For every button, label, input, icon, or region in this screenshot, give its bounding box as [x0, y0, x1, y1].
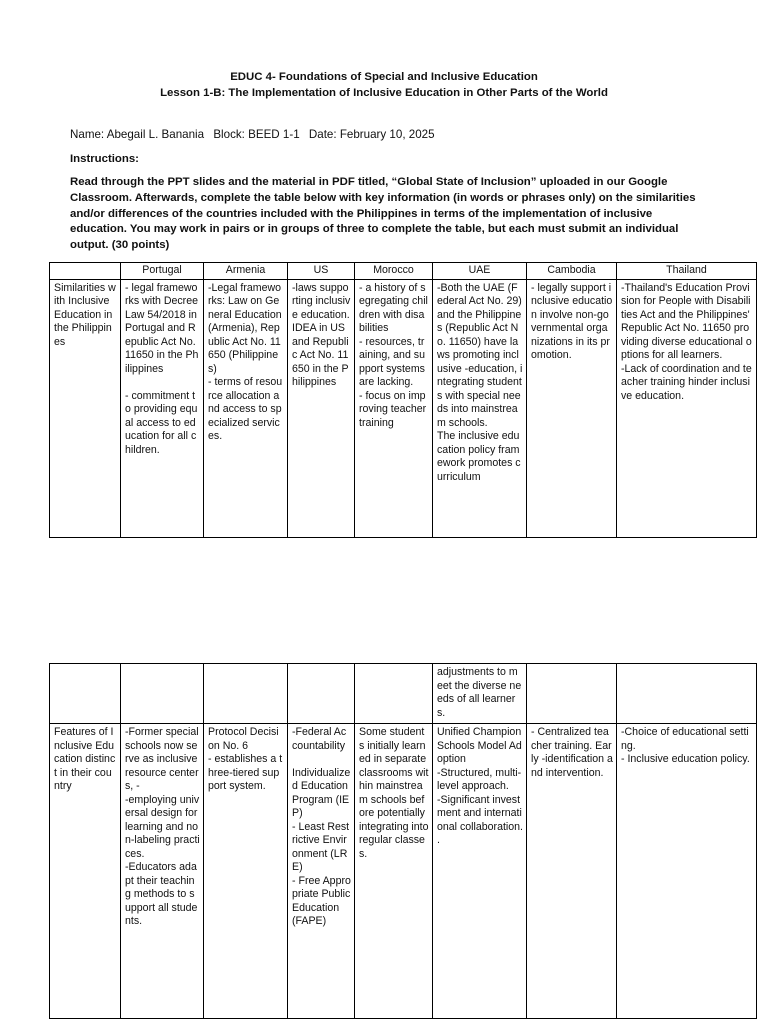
submission-date: Date: February 10, 2025	[308, 128, 435, 141]
table-cell: -laws supporting inclusive education. IDEA in US and Republic Act No. 11650 in the Philippines	[288, 279, 355, 537]
header-cell-thailand: Thailand	[617, 263, 757, 280]
comparison-table-continued	[49, 663, 757, 1019]
header-cell-us: US	[288, 263, 355, 280]
comparison-table	[49, 262, 757, 538]
table-cell: -Legal frameworks: Law on General Education (Armenia), Republic Act No. 11650 (Philippines) - terms of resource allocation and access to specialized services.	[204, 279, 288, 537]
table-cell	[204, 664, 288, 724]
table-cell: Unified Champion Schools Model Adoption -Structured, multi-level approach. -Significant investment and international collaboration. .	[433, 724, 527, 1019]
table-row-features	[50, 724, 757, 1019]
student-block: Block: BEED 1-1	[213, 128, 300, 141]
row-label-cell: Similarities with Inclusive Education in the Philippines	[50, 279, 121, 537]
table-cell: -Both the UAE (Federal Act No. 29) and the Philippines (Republic Act No. 11650) have laws promoting inclusive -education, integrating students with special needs into mainstream schools. The inclusive education policy framework promotes curriculum	[433, 279, 527, 537]
header-cell	[50, 263, 121, 280]
header-cell-cambodia: Cambodia	[527, 263, 617, 280]
table-cell	[355, 664, 433, 724]
course-title: EDUC 4- Foundations of Special and Inclusive Education	[230, 71, 538, 83]
table-cell: - legally support inclusive education involve non-governmental organizations in its promotion.	[527, 279, 617, 537]
header-cell-morocco: Morocco	[355, 263, 433, 280]
table-header-row	[50, 263, 757, 280]
student-name: Name: Abegail L. Banania	[70, 128, 205, 141]
table-cell	[527, 664, 617, 724]
instructions-label: Instructions:	[70, 153, 139, 165]
table-cell	[121, 664, 204, 724]
table-cell: -Federal Accountability Individualized Education Program (IEP) - Least Restrictive Environment (LRE) - Free Appropriate Public Education (FAPE)	[288, 724, 355, 1019]
instructions-text: Read through the PPT slides and the material in PDF titled, “Global State of Inclusion” uploaded in our Google Classroom. Afterwards, complete the table below with key information (in words or phrases only) on the similarities and/or differences of the countries included with the Philippines in terms of the implementation of inclusive education. You may work in pairs or in groups of three to complete the table, but each must submit an individual output. (30 points)	[70, 176, 696, 252]
table-cell: -Choice of educational setting. - Inclusive education policy.	[617, 724, 757, 1019]
row-label-cell: Features of Inclusive Education distinct in their country	[50, 724, 121, 1019]
table-cell: -Thailand's Education Provision for People with Disabilities Act and the Philippines' Republic Act No. 11650 providing diverse educational options for all learners. -Lack of coordination and teacher training hinder inclusive education.	[617, 279, 757, 537]
table-cell: Protocol Decision No. 6 - establishes a three-tiered support system.	[204, 724, 288, 1019]
table-cell: - legal frameworks with Decree Law 54/2018 in Portugal and Republic Act No. 11650 in the Philippines - commitment to providing equal access to education for all children.	[121, 279, 204, 537]
lesson-title: Lesson 1-B: The Implementation of Inclusive Education in Other Parts of the World	[160, 87, 608, 99]
header-cell-uae: UAE	[433, 263, 527, 280]
table-row-continuation	[50, 664, 757, 724]
header-cell-portugal: Portugal	[121, 263, 204, 280]
table-cell	[288, 664, 355, 724]
header-cell-armenia: Armenia	[204, 263, 288, 280]
table-cell	[617, 664, 757, 724]
table-cell: - a history of segregating children with disabilities - resources, training, and support systems are lacking. - focus on improving teacher training	[355, 279, 433, 537]
student-info	[70, 128, 441, 141]
table-cell: adjustments to meet the diverse needs of all learners.	[433, 664, 527, 724]
table-cell: Some students initially learned in separate classrooms within mainstream schools before potentially integrating into regular classes.	[355, 724, 433, 1019]
table-cell	[50, 664, 121, 724]
table-row-similarities	[50, 279, 757, 537]
table-cell: - Centralized teacher training. Early -identification and intervention.	[527, 724, 617, 1019]
table-cell: -Former special schools now serve as inclusive resource centers, - -employing universal design for learning and non-labeling practices. -Educators adapt their teaching methods to support all students.	[121, 724, 204, 1019]
